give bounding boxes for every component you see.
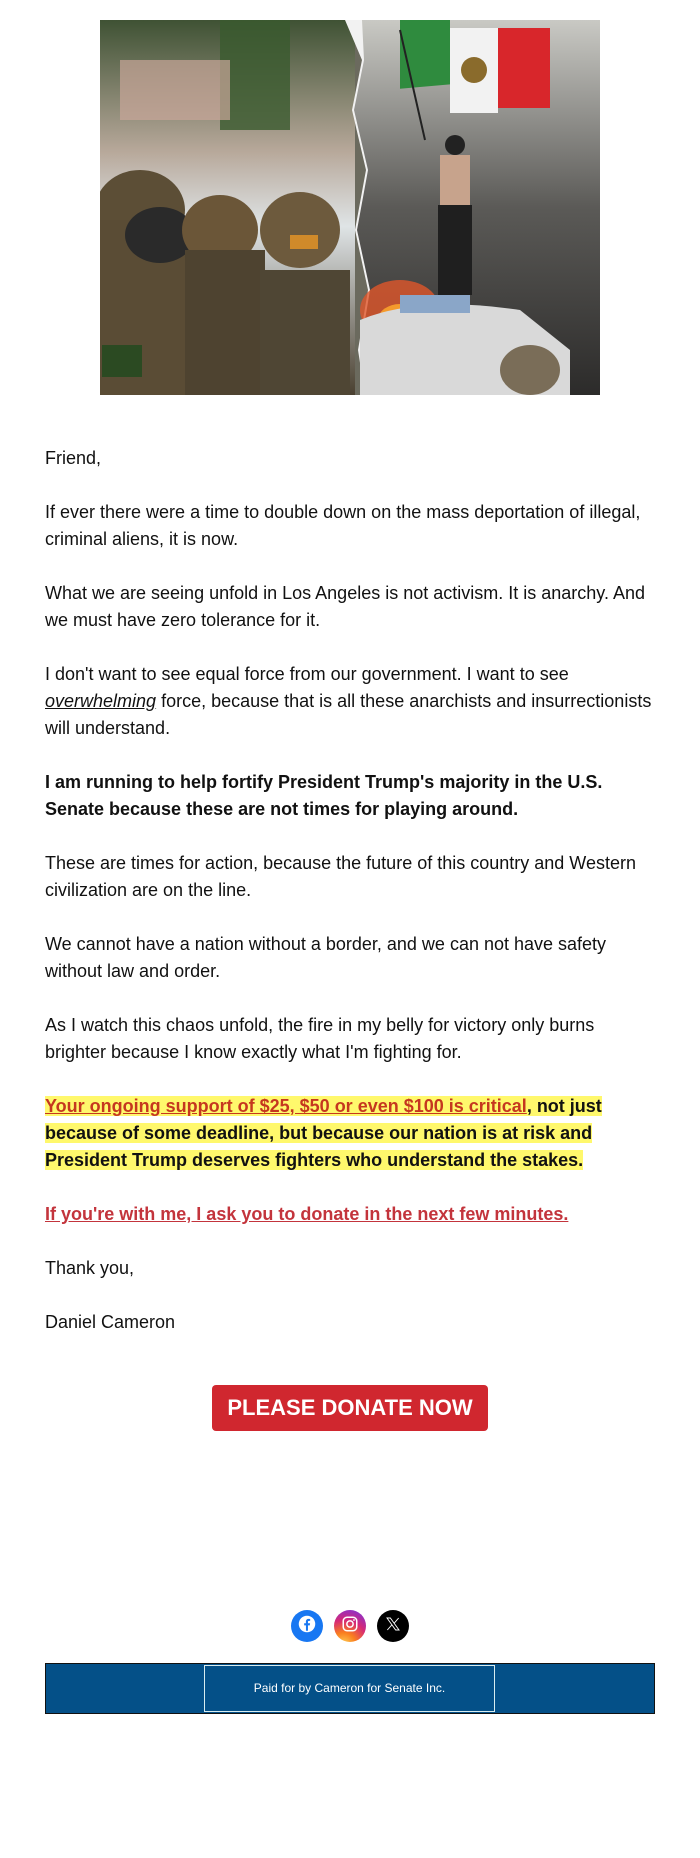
greeting: Friend, bbox=[45, 448, 102, 468]
paragraph-1: If ever there were a time to double down on the mass deportation of illegal, criminal aliens, it is now. bbox=[45, 502, 641, 549]
support-amount-link[interactable]: Your ongoing support of $25, $50 or even $100 is critical bbox=[45, 1096, 527, 1116]
signature: Daniel Cameron bbox=[45, 1312, 176, 1332]
instagram-link[interactable] bbox=[334, 1610, 366, 1642]
cta-container bbox=[0, 1385, 700, 1431]
footer-bar bbox=[45, 1663, 655, 1714]
hero-image bbox=[100, 20, 600, 395]
paragraph-3-lead: I don't want to see equal force from our government. I want to see bbox=[45, 664, 569, 684]
paragraph-6: We cannot have a nation without a border, and we can not have safety without law and order. bbox=[45, 934, 607, 981]
emphasis-overwhelming: overwhelming bbox=[45, 691, 157, 711]
paragraph-7: As I watch this chaos unfold, the fire in my belly for victory only burns brighter because I know exactly what I'm fighting for. bbox=[45, 1015, 595, 1062]
facebook-link[interactable] bbox=[291, 1610, 323, 1642]
x-link[interactable] bbox=[377, 1610, 409, 1642]
paragraph-5: These are times for action, because the future of this country and Western civilization are on the line. bbox=[45, 853, 636, 900]
paragraph-3-rest: force, because that is all these anarchists and insurrectionists will understand. bbox=[45, 691, 652, 738]
social-links bbox=[0, 1610, 700, 1642]
paragraph-8-highlighted bbox=[45, 1093, 657, 1174]
paid-for-disclaimer: Paid for by Cameron for Senate Inc. bbox=[204, 1665, 495, 1712]
donate-minutes-link[interactable]: If you're with me, I ask you to donate in the next few minutes. bbox=[45, 1204, 569, 1224]
paragraph-8-rest: , not just because of some deadline, but because our nation is at risk and President Trump deserves fighters who understand the stakes. bbox=[45, 1096, 602, 1170]
closing: Thank you, bbox=[45, 1258, 135, 1278]
paragraph-3 bbox=[45, 661, 657, 742]
paragraph-2: What we are seeing unfold in Los Angeles is not activism. It is anarchy. And we must have zero tolerance for it. bbox=[45, 583, 645, 630]
donate-now-button[interactable]: PLEASE DONATE NOW bbox=[212, 1385, 488, 1431]
x-icon bbox=[385, 1616, 401, 1637]
letter-body bbox=[45, 445, 657, 1363]
facebook-icon bbox=[298, 1615, 316, 1638]
paragraph-9 bbox=[45, 1201, 657, 1228]
instagram-icon bbox=[341, 1615, 359, 1638]
paragraph-4-bold: I am running to help fortify President Trump's majority in the U.S. Senate because these are not times for playing around. bbox=[45, 772, 603, 819]
